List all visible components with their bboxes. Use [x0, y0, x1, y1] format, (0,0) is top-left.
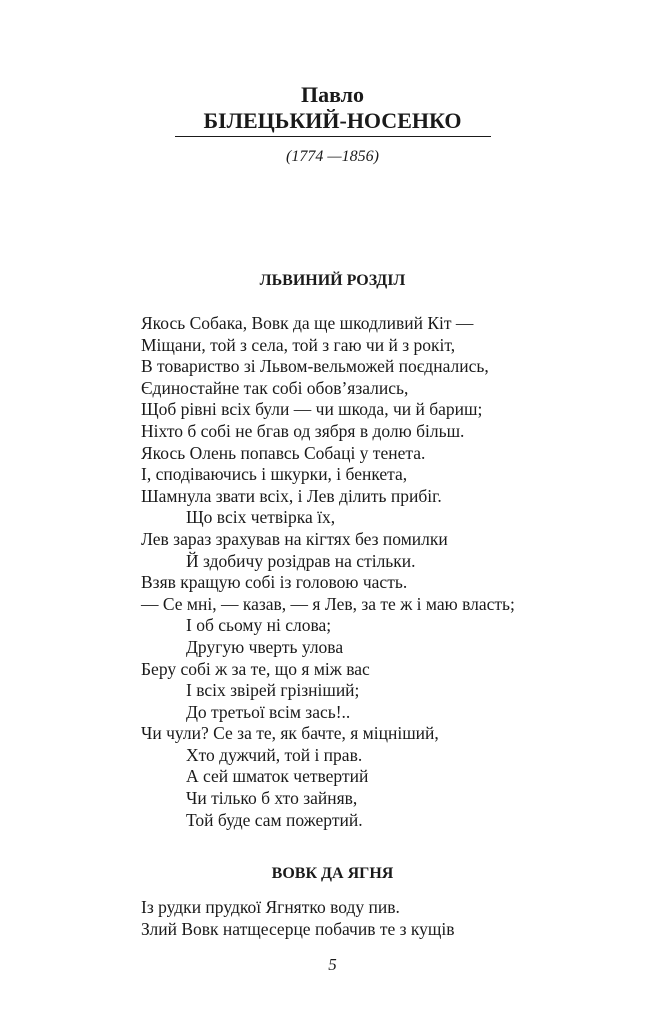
poem-body-lvynyi-rozdil — [141, 313, 621, 831]
poem-line: Ніхто б собі не бгав од зября в долю більш. — [141, 420, 465, 441]
poem-line: В товариство зі Львом-вельможей поєднались, — [141, 356, 489, 377]
author-years: (1774 —1856) — [286, 148, 379, 165]
poem-line: Щоб рівні всіх були — чи шкода, чи й бариш; — [141, 399, 483, 420]
poem-line: Чи тілько б хто зайняв, — [186, 788, 358, 809]
poem-line: Що всіх четвірка їх, — [186, 507, 336, 528]
poem-body-vovk-da-yahnia — [141, 897, 621, 940]
poem-line: Міщани, той з села, той з гаю чи й з рокіт, — [141, 334, 456, 355]
poem-line: Із рудки прудкої Ягнятко воду пив. — [141, 897, 400, 917]
poem-line: Лев зараз зрахував на кігтях без помилки — [141, 528, 448, 549]
poem-line: Злий Вовк натщесерце побачив те з кущів — [141, 918, 455, 939]
poem-line: І, сподіваючись і шкурки, і бенкета, — [141, 464, 408, 485]
poem-line: Взяв кращую собі із головою часть. — [141, 572, 408, 593]
poem-line: Шамнула звати всіх, і Лев ділить прибіг. — [141, 485, 442, 506]
poem-line: І всіх звірей грізніший; — [186, 680, 360, 701]
poem-title-vovk-da-yahnia: ВОВК ДА ЯГНЯ — [271, 865, 394, 882]
poem-line: Якось Собака, Вовк да ще шкодливий Кіт — — [141, 313, 474, 333]
page-number: 5 — [328, 955, 337, 974]
poem-line: Той буде сам пожертий. — [186, 809, 363, 830]
poem-line: І об сьому ні слова; — [186, 615, 332, 636]
poem-line: Якось Олень попавсь Собаці у тенета. — [141, 442, 426, 463]
poem-line: А сей шматок четвертий — [186, 766, 369, 787]
author-last-name: БІЛЕЦЬКИЙ-НОСЕНКО — [203, 108, 462, 133]
poem-line: Чи чули? Се за те, як бачте, я міцніший, — [141, 723, 439, 744]
poem-line: Єдиностайне так собі обов’язались, — [141, 377, 409, 398]
poem-line: Хто дужчий, той і прав. — [186, 744, 363, 765]
poem-line: — Се мні, — казав, — я Лев, за те ж і маю власть; — [141, 593, 515, 614]
poem-line: Й здобичу розідрав на стільки. — [186, 550, 416, 571]
poem-line: Беру собі ж за те, що я між вас — [141, 658, 370, 679]
title-divider — [175, 136, 491, 137]
poem-title-lvynyi-rozdil: ЛЬВИНИЙ РОЗДІЛ — [259, 272, 406, 289]
poem-line: Другую чверть улова — [186, 636, 344, 657]
poem-line: До третьої всім зась!.. — [186, 701, 351, 722]
author-first-name: Павло — [300, 82, 365, 107]
